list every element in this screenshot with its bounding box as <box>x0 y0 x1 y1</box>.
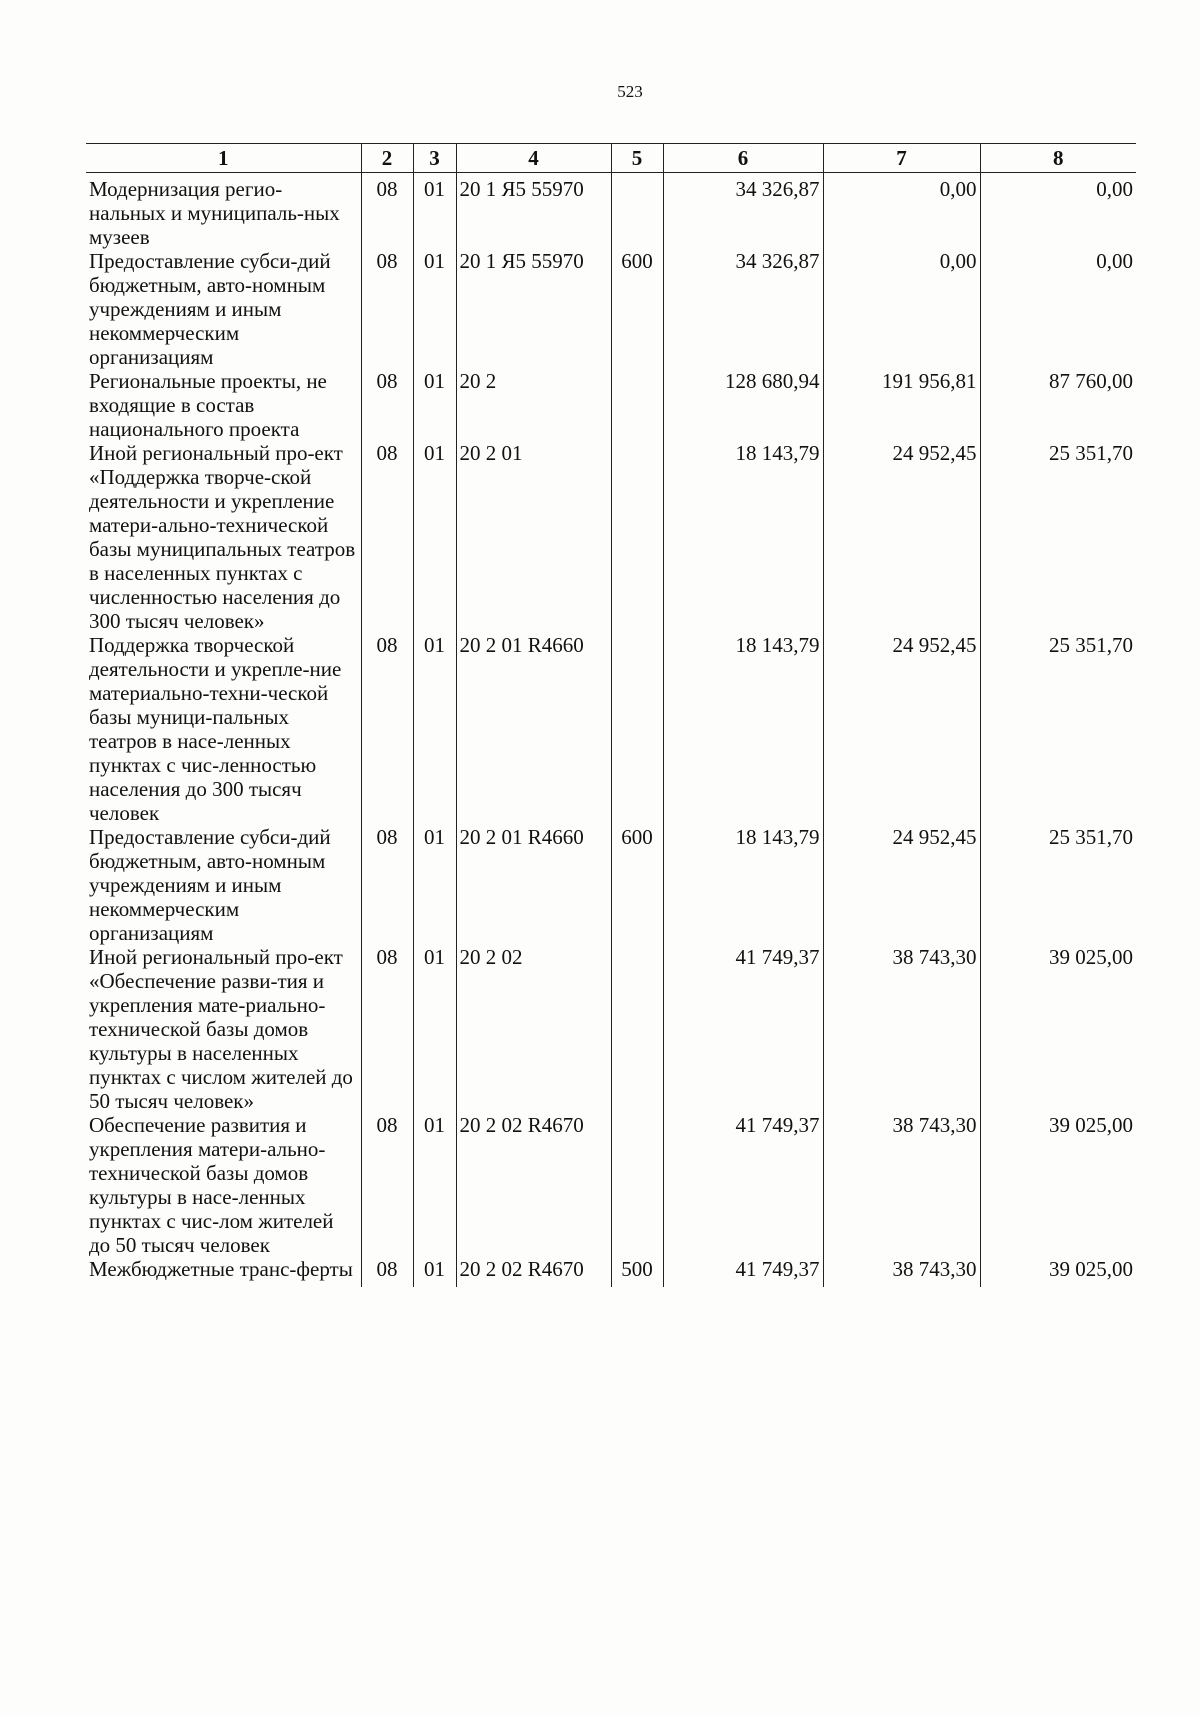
header-col-6: 6 <box>663 144 823 173</box>
row-amount-col6: 18 143,79 <box>663 633 823 825</box>
row-subsection: 01 <box>413 633 456 825</box>
row-expense-type <box>611 369 663 441</box>
row-name: Предоставление субси-дий бюджетным, авто-номным учреждениям и иным некоммерческим организациям <box>89 825 331 945</box>
row-amount-col7: 24 952,45 <box>823 825 980 945</box>
row-target-code: 20 2 01 R4660 <box>456 633 611 825</box>
row-target-code: 20 2 02 R4670 <box>456 1113 611 1257</box>
row-amount-col6: 18 143,79 <box>663 441 823 633</box>
header-col-4: 4 <box>456 144 611 173</box>
row-subsection: 01 <box>413 369 456 441</box>
row-subsection: 01 <box>413 945 456 1113</box>
row-subsection: 01 <box>413 249 456 369</box>
row-amount-col7: 38 743,30 <box>823 1257 980 1287</box>
row-expense-type <box>611 173 663 250</box>
table-row <box>86 825 1136 945</box>
header-col-7: 7 <box>823 144 980 173</box>
table-row <box>86 441 1136 633</box>
row-amount-col7: 24 952,45 <box>823 441 980 633</box>
row-name: Модернизация регио-нальных и муниципаль-ных музеев <box>89 177 340 249</box>
row-name: Предоставление субси-дий бюджетным, авто-номным учреждениям и иным некоммерческим организациям <box>89 249 331 369</box>
row-target-code: 20 2 02 R4670 <box>456 1257 611 1287</box>
header-col-5: 5 <box>611 144 663 173</box>
table-row <box>86 173 1136 250</box>
row-amount-col6: 41 749,37 <box>663 945 823 1113</box>
row-amount-col8: 39 025,00 <box>980 1257 1136 1287</box>
row-section: 08 <box>361 249 413 369</box>
budget-table <box>86 143 1136 1287</box>
row-amount-col7: 24 952,45 <box>823 633 980 825</box>
row-expense-type: 600 <box>611 825 663 945</box>
row-section: 08 <box>361 173 413 250</box>
row-target-code: 20 2 01 R4660 <box>456 825 611 945</box>
row-subsection: 01 <box>413 173 456 250</box>
row-amount-col7: 0,00 <box>823 249 980 369</box>
header-col-8: 8 <box>980 144 1136 173</box>
row-name: Региональные проекты, не входящие в состав национального проекта <box>89 369 327 441</box>
row-amount-col8: 25 351,70 <box>980 441 1136 633</box>
row-amount-col6: 18 143,79 <box>663 825 823 945</box>
row-target-code: 20 1 Я5 55970 <box>456 173 611 250</box>
row-amount-col6: 34 326,87 <box>663 173 823 250</box>
table-row <box>86 945 1136 1113</box>
row-amount-col6: 128 680,94 <box>663 369 823 441</box>
row-subsection: 01 <box>413 441 456 633</box>
row-section: 08 <box>361 633 413 825</box>
header-col-3: 3 <box>413 144 456 173</box>
row-name: Поддержка творческой деятельности и укрепле-ние материально-техни-ческой базы муници-пальных театров в насе-ленных пунктах с чис-ленностью населения до 300 тысяч человек <box>89 633 342 825</box>
row-section: 08 <box>361 825 413 945</box>
header-col-2: 2 <box>361 144 413 173</box>
row-amount-col6: 41 749,37 <box>663 1257 823 1287</box>
row-subsection: 01 <box>413 1113 456 1257</box>
table-header <box>86 144 1136 173</box>
table-row <box>86 1257 1136 1287</box>
row-expense-type <box>611 945 663 1113</box>
row-amount-col8: 0,00 <box>980 249 1136 369</box>
page-number: 523 <box>617 82 643 101</box>
row-amount-col6: 41 749,37 <box>663 1113 823 1257</box>
row-name: Иной региональный про-ект «Поддержка творче-ской деятельности и укрепление матери-ально-технической базы муниципальных театров в населенных пунктах с численностью населения до 300 тысяч человек» <box>89 441 356 633</box>
row-expense-type <box>611 441 663 633</box>
row-subsection: 01 <box>413 1257 456 1287</box>
row-amount-col8: 87 760,00 <box>980 369 1136 441</box>
row-section: 08 <box>361 945 413 1113</box>
row-section: 08 <box>361 1257 413 1287</box>
row-amount-col8: 39 025,00 <box>980 1113 1136 1257</box>
table-row <box>86 369 1136 441</box>
row-section: 08 <box>361 369 413 441</box>
row-amount-col8: 25 351,70 <box>980 825 1136 945</box>
row-target-code: 20 2 01 <box>456 441 611 633</box>
row-amount-col8: 25 351,70 <box>980 633 1136 825</box>
row-amount-col7: 0,00 <box>823 173 980 250</box>
row-amount-col7: 38 743,30 <box>823 1113 980 1257</box>
row-amount-col6: 34 326,87 <box>663 249 823 369</box>
row-name: Межбюджетные транс-ферты <box>89 1257 353 1281</box>
row-section: 08 <box>361 441 413 633</box>
table-row <box>86 1113 1136 1257</box>
table-body <box>86 173 1136 1288</box>
row-amount-col8: 39 025,00 <box>980 945 1136 1113</box>
row-name: Иной региональный про-ект «Обеспечение разви-тия и укрепления мате-риально-технической базы домов культуры в населенных пунктах с числом жителей до 50 тысяч человек» <box>89 945 353 1113</box>
row-section: 08 <box>361 1113 413 1257</box>
row-amount-col7: 38 743,30 <box>823 945 980 1113</box>
header-col-1: 1 <box>86 144 361 173</box>
row-amount-col7: 191 956,81 <box>823 369 980 441</box>
row-expense-type: 600 <box>611 249 663 369</box>
row-target-code: 20 2 <box>456 369 611 441</box>
row-expense-type: 500 <box>611 1257 663 1287</box>
row-subsection: 01 <box>413 825 456 945</box>
row-target-code: 20 1 Я5 55970 <box>456 249 611 369</box>
row-name: Обеспечение развития и укрепления матери-ально-технической базы домов культуры в насе-ленных пунктах с чис-лом жителей до 50 тысяч человек <box>89 1113 334 1257</box>
row-expense-type <box>611 1113 663 1257</box>
table-row <box>86 633 1136 825</box>
table-row <box>86 249 1136 369</box>
row-expense-type <box>611 633 663 825</box>
row-amount-col8: 0,00 <box>980 173 1136 250</box>
row-target-code: 20 2 02 <box>456 945 611 1113</box>
